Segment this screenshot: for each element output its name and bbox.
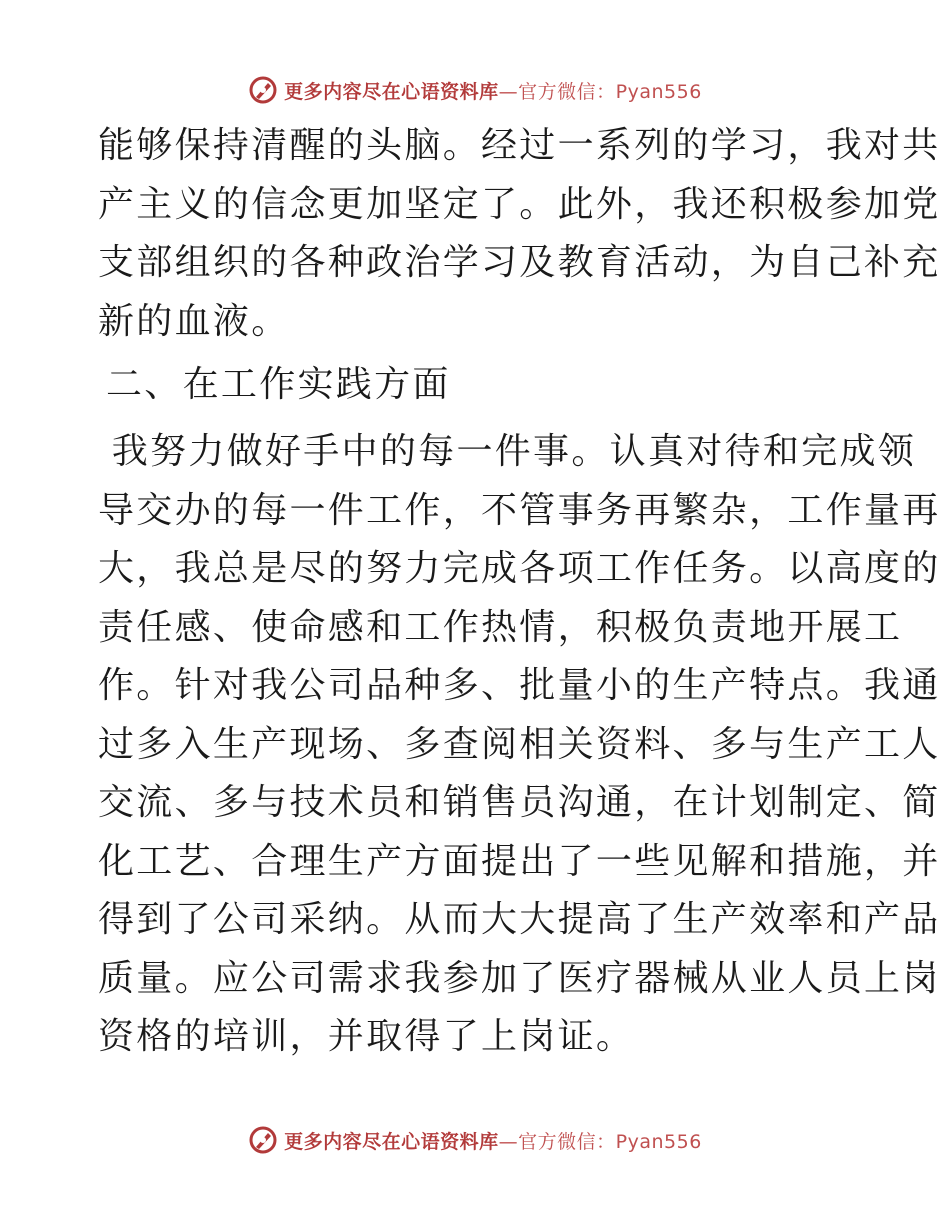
text-line: 作。针对我公司品种多、批量小的生产特点。我通	[98, 665, 941, 706]
text-line: 交流、多与技术员和销售员沟通，在计划制定、简	[98, 782, 941, 823]
footer-banner	[0, 1120, 950, 1160]
text-line: 我努力做好手中的每一件事。认真对待和完成领	[98, 431, 917, 472]
document-body	[98, 117, 941, 1067]
banner-wechat-text: —官方微信：Pyan556	[498, 80, 702, 103]
text-line: 新的血液。	[98, 300, 290, 342]
text-line: 化工艺、合理生产方面提出了一些见解和措施，并	[98, 840, 941, 882]
text-line: 能够保持清醒的头脑。经过一系列的学习，我对共	[98, 125, 941, 166]
section-heading: 二、在工作实践方面	[106, 364, 451, 405]
brand-logo-icon	[248, 1125, 278, 1155]
paragraph-1	[98, 117, 941, 351]
text-line: 责任感、使命感和工作热情，积极负责地开展工	[98, 606, 903, 648]
text-line: 大，我总是尽的努力完成各项工作任务。以高度的	[98, 548, 941, 589]
text-line: 支部组织的各种政治学习及教育活动，为自己补充	[98, 242, 941, 283]
banner-brand-text: 更多内容尽在心语资料库	[284, 80, 499, 103]
text-line: 得到了公司采纳。从而大大提高了生产效率和产品	[98, 899, 941, 940]
header-banner	[0, 70, 950, 110]
banner-wechat-text: —官方微信：Pyan556	[498, 1130, 702, 1153]
text-line: 过多入生产现场、多查阅相关资料、多与生产工人	[98, 723, 941, 765]
text-line: 导交办的每一件工作，不管事务再繁杂，工作量再	[98, 489, 941, 531]
banner-brand-text: 更多内容尽在心语资料库	[284, 1130, 499, 1153]
text-line: 资格的培训，并取得了上岗证。	[98, 1016, 635, 1057]
text-line: 质量。应公司需求我参加了医疗器械从业人员上岗	[98, 957, 941, 999]
paragraph-2	[98, 423, 941, 1067]
text-line: 产主义的信念更加坚定了。此外，我还积极参加党	[98, 183, 941, 225]
brand-logo-icon	[248, 75, 278, 105]
